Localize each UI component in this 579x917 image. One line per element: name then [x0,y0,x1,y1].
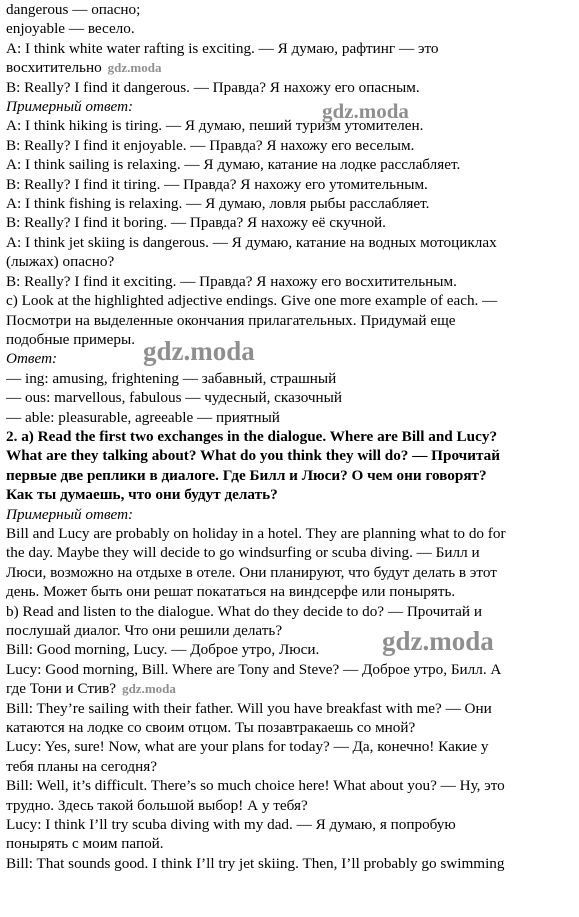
watermark: gdz.moda [143,336,255,366]
line-text: b) Read and listen to the dialogue. What do they decide to do? — Прочитай и [6,602,482,620]
line-text: Ответ: [6,350,58,368]
line-text: Bill: Well, it’s difficult. There’s so much choice here! What about you? — Ну, это [6,777,505,795]
line-text: (лыжах) опасно? [6,253,115,271]
text-line [6,116,575,135]
line-text: A: I think white water rafting is exciting. — Я думаю, рафтинг — это [6,39,439,57]
line-text: катаются на лодке со своим отцом. Ты позавтракаешь со мной? [6,719,416,737]
line-text: Как ты думаешь, что они будут делать? [6,486,278,504]
line-text: What are they talking about? What do you think they will do? — Прочитай [6,447,500,465]
line-text: dangerous — опасно; [6,1,141,18]
text-line [6,660,575,679]
line-text: enjoyable — весело. [6,20,135,38]
text-line [6,505,575,524]
line-text: Lucy: Good morning, Bill. Where are Tony and Steve? — Доброе утро, Билл. А [6,660,502,678]
text-line [6,213,575,232]
text-line [6,175,575,194]
watermark: gdz.moda [322,99,409,123]
line-text: A: I think sailing is relaxing. — Я думаю, катание на лодке расслабляет. [6,156,461,174]
text-line [6,78,575,97]
text-line [6,466,575,485]
text-line [6,796,575,815]
text-line [6,194,575,213]
line-text: c) Look at the highlighted adjective endings. Give one more example of each. — [6,292,498,310]
line-text: подобные примеры. [6,330,135,348]
text-line [6,679,575,698]
line-text: восхитительно [6,59,102,77]
line-text: тебя планы на сегодня? [6,757,158,775]
line-text: Bill: That sounds good. I think I’ll try jet skiing. Then, I’ll probably go swimming [6,854,505,872]
text-line [6,524,575,543]
line-text: A: I think hiking is tiring. — Я думаю, пеший туризм утомителен. [6,117,424,135]
text-line [6,776,575,795]
text-line [6,252,575,271]
text-line [6,582,575,601]
text-line [6,543,575,562]
text-line [6,718,575,737]
text-line [6,699,575,718]
text-line [6,291,575,310]
line-text: Посмотри на выделенные окончания прилагательных. Придумай еще [6,311,456,329]
line-text: — ous: marvellous, fabulous — чудесный, сказочный [6,389,343,407]
text-line [6,272,575,291]
line-text: B: Really? I find it dangerous. — Правда? Я нахожу его опасным. [6,78,420,96]
text-line [6,349,575,368]
text-line [6,136,575,155]
line-text: B: Really? I find it tiring. — Правда? Я нахожу его утомительным. [6,175,428,193]
line-text: Bill: They’re sailing with their father. Will you have breakfast with me? — Они [6,699,492,717]
line-text: Lucy: Yes, sure! Now, what are your plans for today? — Да, конечно! Какие у [6,738,489,756]
line-text: Bill: Good morning, Lucy. — Доброе утро, Люси. [6,641,320,659]
text-line [6,757,575,776]
line-text: где Тони и Стив? [6,680,117,698]
line-text: первые две реплики в диалоге. Где Билл и Люси? О чем они говорят? [6,466,487,484]
text-line [6,330,575,349]
line-text: трудно. Здесь такой большой выбор! А у тебя? [6,796,308,814]
text-line [6,19,575,38]
text-line [6,233,575,252]
watermark: gdz.moda [122,681,176,697]
watermark: gdz.moda [382,626,494,656]
line-text: A: I think jet skiing is dangerous. — Я думаю, катание на водных мотоциклах [6,233,497,251]
text-line [6,485,575,504]
text-line [6,737,575,756]
line-text: послушай диалог. Что они решили делать? [6,622,283,639]
text-line [6,311,575,330]
text-line [6,602,575,621]
line-text: день. Может быть они решат покататься на виндсерфе или понырять. [6,583,456,601]
text-line [6,834,575,853]
line-text: Bill and Lucy are probably on holiday in a hotel. They are planning what to do for [6,524,506,542]
text-line [6,369,575,388]
text-line [6,58,575,77]
text-line [6,563,575,582]
text-line [6,815,575,834]
line-text: Люси, возможно на отдыхе в отеле. Они планируют, что будут делать в этот [6,563,497,581]
text-line [6,97,575,116]
line-text: Lucy: I think I’ll try scuba diving with my dad. — Я думаю, я попробую [6,816,456,834]
text-line [6,854,575,873]
line-text: A: I think fishing is relaxing. — Я думаю, ловля рыбы расслабляет. [6,195,430,213]
line-text: Примерный ответ: [6,98,134,116]
line-text: B: Really? I find it boring. — Правда? Я нахожу её скучной. [6,214,386,232]
text-line [6,0,575,19]
line-text: — able: pleasurable, agreeable — приятный [6,408,280,426]
text-line [6,388,575,407]
line-text: B: Really? I find it enjoyable. — Правда? Я нахожу его веселым. [6,136,415,154]
watermark: gdz.moda [107,60,162,76]
text-line [6,155,575,174]
line-text: B: Really? I find it exciting. — Правда? Я нахожу его восхитительным. [6,272,457,290]
text-line [6,427,575,446]
document-text [6,0,575,873]
text-line [6,408,575,427]
line-text: 2. a) Read the first two exchanges in the dialogue. Where are Bill and Lucy? [6,427,498,445]
text-line [6,446,575,465]
line-text: the day. Maybe they will decide to go windsurfing or scuba diving. — Билл и [6,544,480,562]
line-text: Примерный ответ: [6,505,134,523]
text-line [6,39,575,58]
line-text: понырять с моим папой. [6,835,164,853]
line-text: — ing: amusing, frightening — забавный, страшный [6,369,337,387]
